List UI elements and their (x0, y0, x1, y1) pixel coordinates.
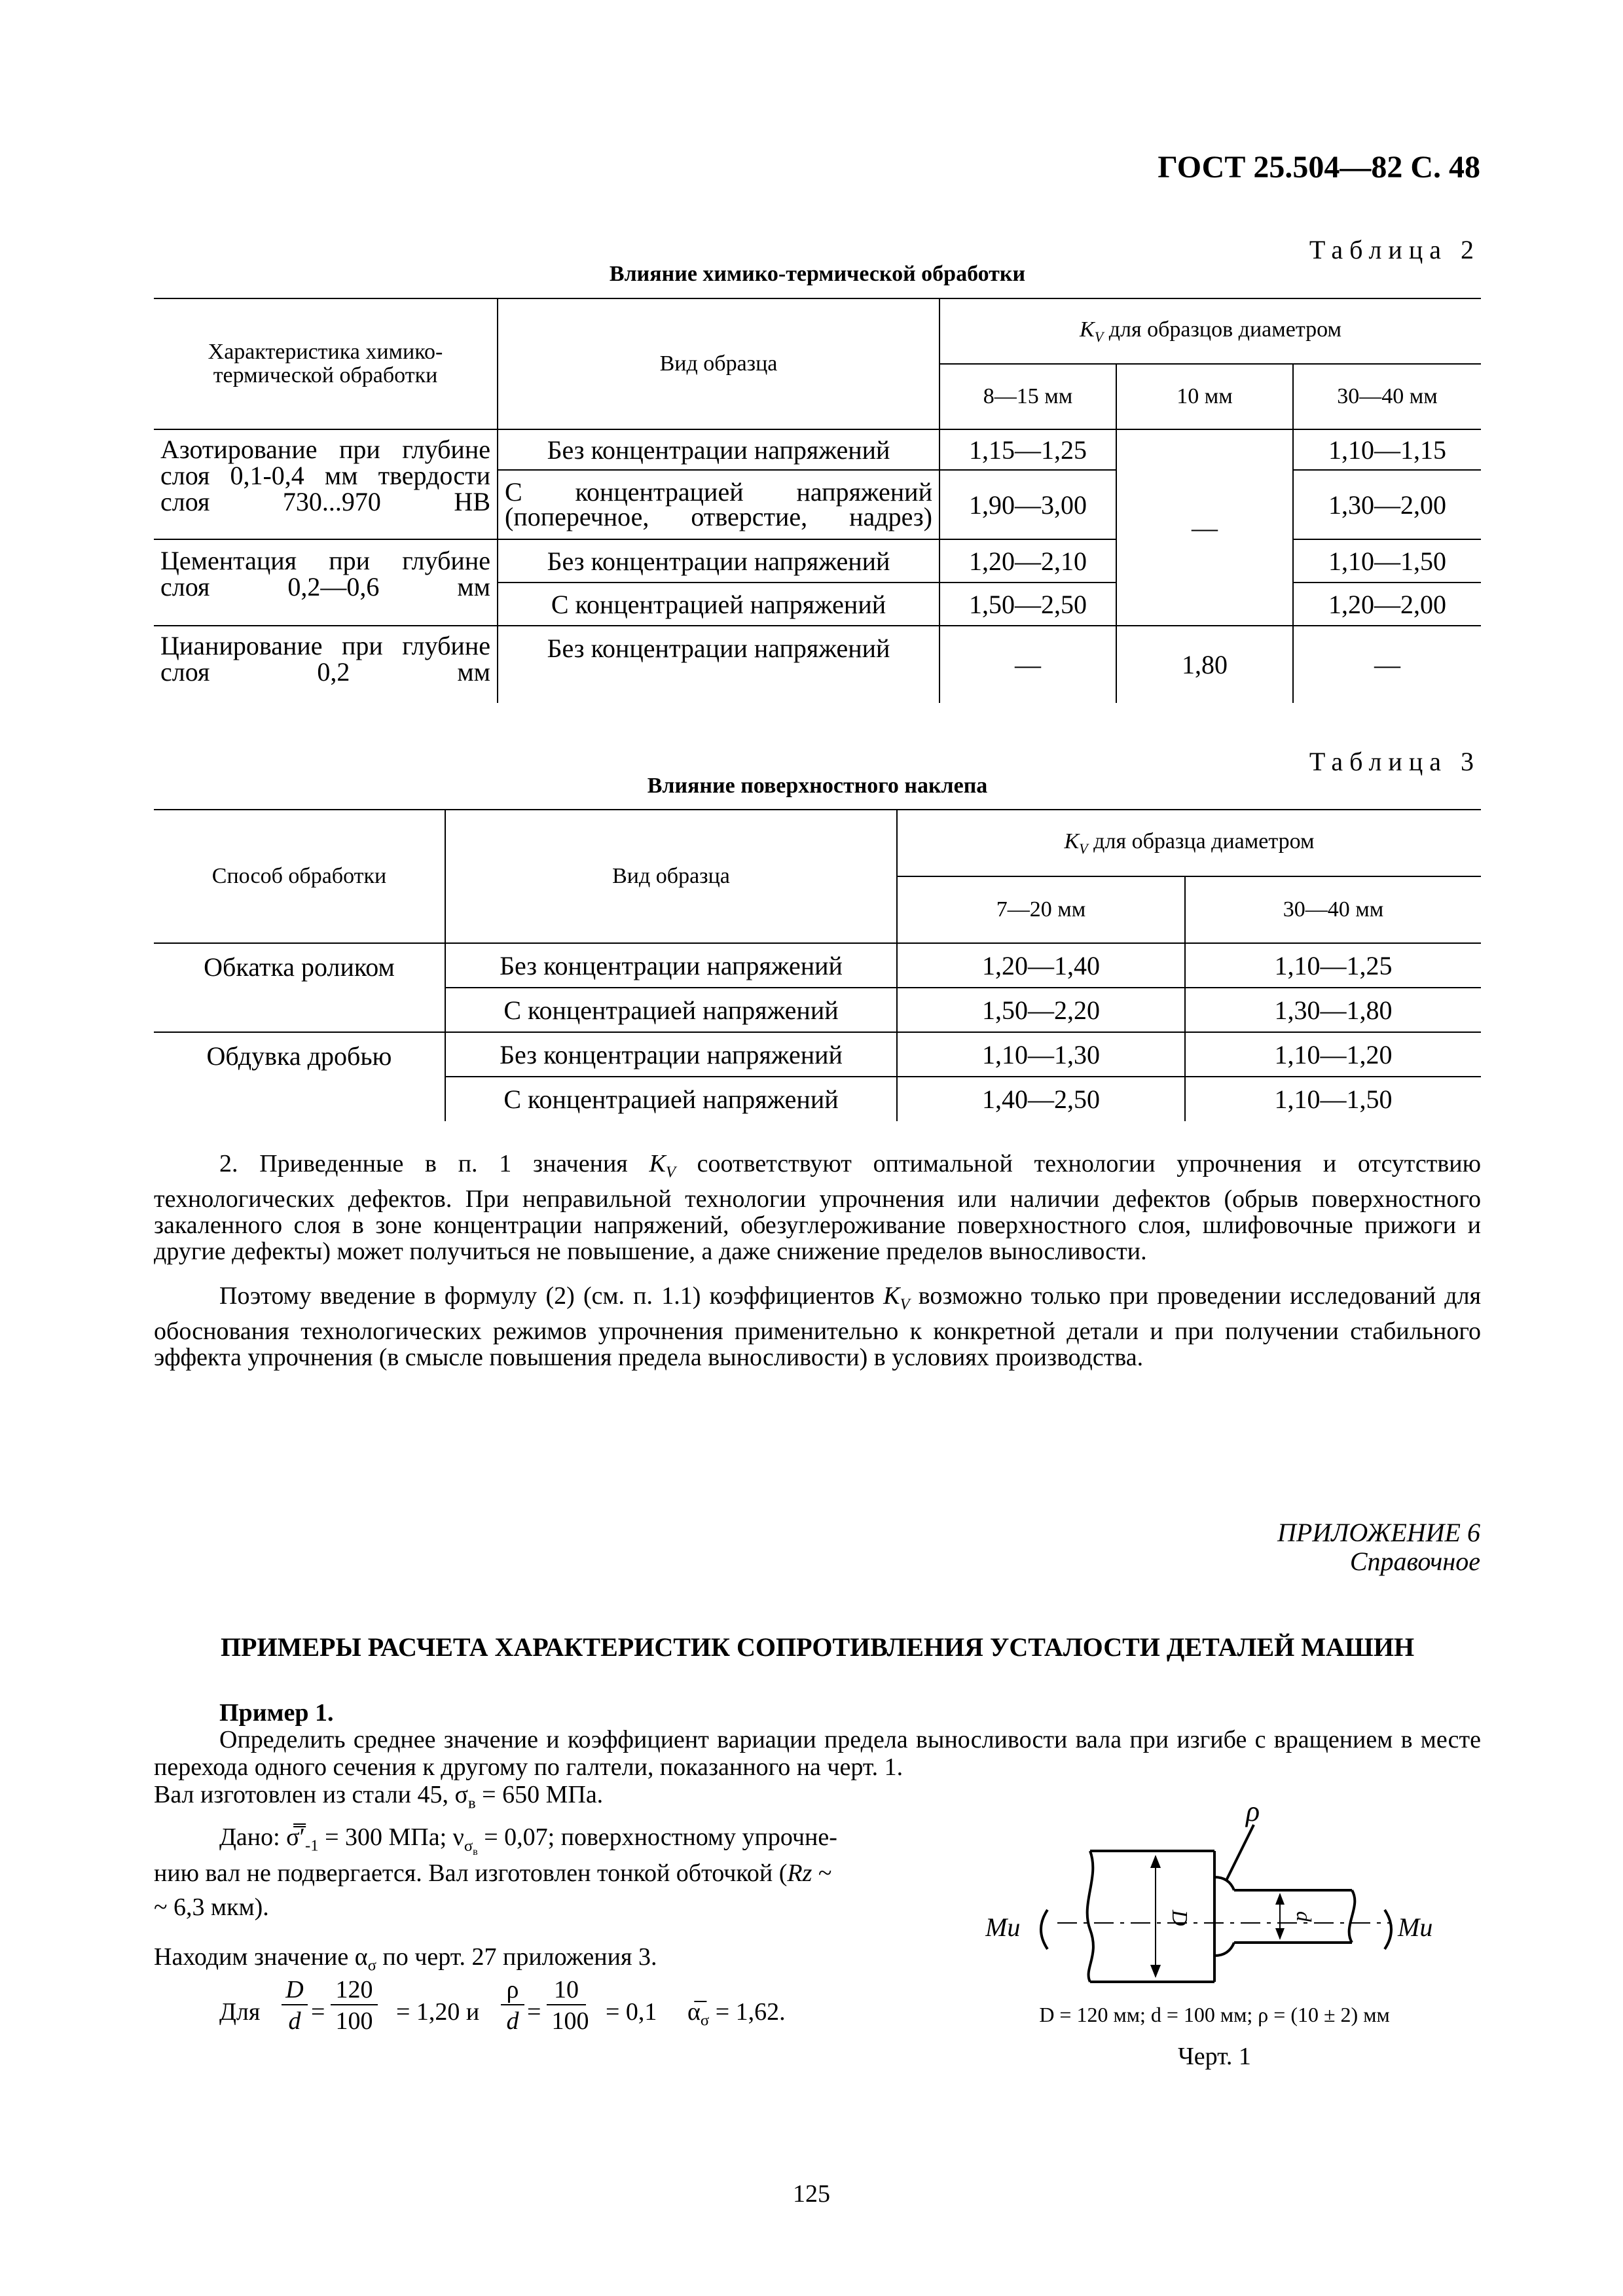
rho-label: ρ (1246, 1799, 1260, 1827)
table2-cell: — (1293, 626, 1481, 703)
table2 (154, 298, 1481, 703)
example-given: Дано: $\sigma̿'_{-1} = 300$ МПа; $\nu_{\sigma_в} = 0,07$; поверхностному упрочне- (219, 1823, 837, 1857)
table2-col1-header: Характеристика химико-термической обработки (154, 298, 498, 429)
kv-symbol: $K_V$ (649, 1150, 676, 1181)
table2-cell: 1,10—1,50 (1293, 539, 1481, 583)
table3-cell: 1,10—1,20 (1185, 1032, 1481, 1077)
table2-cell: 1,30—2,00 (1293, 470, 1481, 539)
example-task: Определить среднее значение и коэффициент вариации предела выносливости вала при изгибе с вращением в месте перехода одного сечения к другому по галтели, показанного на черт. 1. (154, 1726, 1481, 1781)
table2-cell: — (1116, 429, 1293, 626)
table2-label: Таблица 2 (1309, 235, 1480, 264)
table3-cell: 1,30—1,80 (1185, 988, 1481, 1032)
table2-treatment: Цементация при глубине слоя 0,2—0,6 мм (154, 539, 498, 626)
table3-kind: Без концентрации напряжений (445, 1032, 897, 1077)
figure-label: Черт. 1 (1178, 2043, 1251, 2070)
table2-kind: С концентрацией напряжений (поперечное, отверстие, надрез) (498, 470, 939, 539)
table3-label: Таблица 3 (1309, 747, 1480, 776)
table2-kv-header: $K_V$ для образцов диаметром (939, 298, 1481, 364)
example-given-line2: нию вал не подвергается. Вал изготовлен тонкой обточкой (Rz ~ (154, 1859, 832, 1887)
diameter-D-label: D (1167, 1910, 1192, 1926)
table3-method: Обдувка дробью (154, 1032, 445, 1121)
example-material: Вал изготовлен из стали 45, $\sigma_в = 650$ МПа. (154, 1781, 604, 1812)
table2-cell: 1,90—3,00 (939, 470, 1116, 539)
table2-cell: — (939, 626, 1116, 703)
table2-cell: 1,20—2,00 (1293, 583, 1481, 626)
table2-kind: Без концентрации напряжений (498, 539, 939, 583)
table3-cell: 1,10—1,30 (897, 1032, 1185, 1077)
table3-cell: 1,50—2,20 (897, 988, 1185, 1032)
figure-caption: D = 120 мм; d = 100 мм; ρ = (10 ± 2) мм (1039, 2003, 1390, 2026)
table3-sub-header: 7—20 мм (897, 876, 1185, 943)
page-number: 125 (793, 2180, 830, 2208)
paragraph-2: 2. Приведенные в п. 1 значения $K_V$ соответствуют оптимальной технологии упрочнения и отсутствию технологических дефектов. При неправильной технологии упрочнения или наличии дефектов (обрыв поверхностного закаленного слоя в зоне концентрации напряжений, обезуглероживание поверхностного слоя, шлифовочные прижоги и другие дефекты) может получиться не повышение, а даже снижение пределов выносливости. (154, 1150, 1482, 1265)
example-calc: Для D d = 120 100 = 1,20 и ρ d = 10 100 = 0,1 $\alpha̅_\sigma = 1,62$. (219, 1976, 786, 2035)
table2-title: Влияние химико-термической обработки (609, 262, 1026, 286)
table2-kind: Без концентрации напряжений (498, 429, 939, 470)
section-title: ПРИМЕРЫ РАСЧЕТА ХАРАКТЕРИСТИК СОПРОТИВЛЕНИЯ УСТАЛОСТИ ДЕТАЛЕЙ МАШИН (220, 1632, 1415, 1662)
table3-title: Влияние поверхностного наклепа (647, 774, 988, 798)
diameter-d-label: d (1292, 1911, 1316, 1922)
moment-label-left: Ми (985, 1912, 1021, 1942)
appendix-title: ПРИЛОЖЕНИЕ 6 (1277, 1518, 1480, 1547)
table2-cell: 1,15—1,25 (939, 429, 1116, 470)
table2-col2-header: Вид образца (498, 298, 939, 429)
table3-col2-header: Вид образца (445, 810, 897, 943)
table3-method: Обкатка роликом (154, 943, 445, 1032)
table3 (154, 809, 1481, 1121)
shaft-drawing (985, 1799, 1444, 1995)
table2-cell: 1,50—2,50 (939, 583, 1116, 626)
table3-kind: С концентрацией напряжений (445, 988, 897, 1032)
kv-symbol: $K_V$ (883, 1282, 910, 1314)
table3-kind: С концентрацией напряжений (445, 1077, 897, 1121)
table2-sub-header: 30—40 мм (1293, 364, 1481, 429)
table3-kind: Без концентрации напряжений (445, 943, 897, 988)
table3-kv-header: $K_V$ для образца диаметром (897, 810, 1481, 876)
table3-col1-header: Способ обработки (154, 810, 445, 943)
table3-cell: 1,10—1,25 (1185, 943, 1481, 988)
table2-cell: 1,10—1,15 (1293, 429, 1481, 470)
table2-kind: С концентрацией напряжений (498, 583, 939, 626)
example-find: Находим значение $\alpha_\sigma$ по черт. 27 приложения 3. (154, 1943, 657, 1975)
example-heading: Пример 1. (219, 1699, 334, 1727)
table2-treatment: Азотирование при глубине слоя 0,1-0,4 мм твердости слоя 730...970 HB (154, 429, 498, 539)
table2-kind: Без концентрации напряжений (498, 626, 939, 703)
appendix-subtitle: Справочное (1349, 1547, 1480, 1576)
page-header: ГОСТ 25.504—82 С. 48 (1158, 150, 1480, 185)
table3-cell: 1,20—1,40 (897, 943, 1185, 988)
appendix-heading (1277, 1518, 1480, 1576)
table2-treatment: Цианирование при глубине слоя 0,2 мм (154, 626, 498, 703)
table3-sub-header: 30—40 мм (1185, 876, 1481, 943)
table2-sub-header: 8—15 мм (939, 364, 1116, 429)
moment-label-right: Ми (1398, 1912, 1433, 1942)
example-given-line3: ~ 6,3 мкм). (154, 1893, 269, 1921)
table3-cell: 1,40—2,50 (897, 1077, 1185, 1121)
table2-cell: 1,80 (1116, 626, 1293, 703)
table2-cell: 1,20—2,10 (939, 539, 1116, 583)
table3-cell: 1,10—1,50 (1185, 1077, 1481, 1121)
paragraph-3: Поэтому введение в формулу (2) (см. п. 1.1) коэффициентов $K_V$ возможно только при проведении исследований для обоснования технологических режимов упрочнения применительно к конкретной детали и при получении стабильного эффекта упрочнения (в смысле повышения предела выносливости) в условиях производства. (154, 1282, 1482, 1371)
table2-sub-header: 10 мм (1116, 364, 1293, 429)
